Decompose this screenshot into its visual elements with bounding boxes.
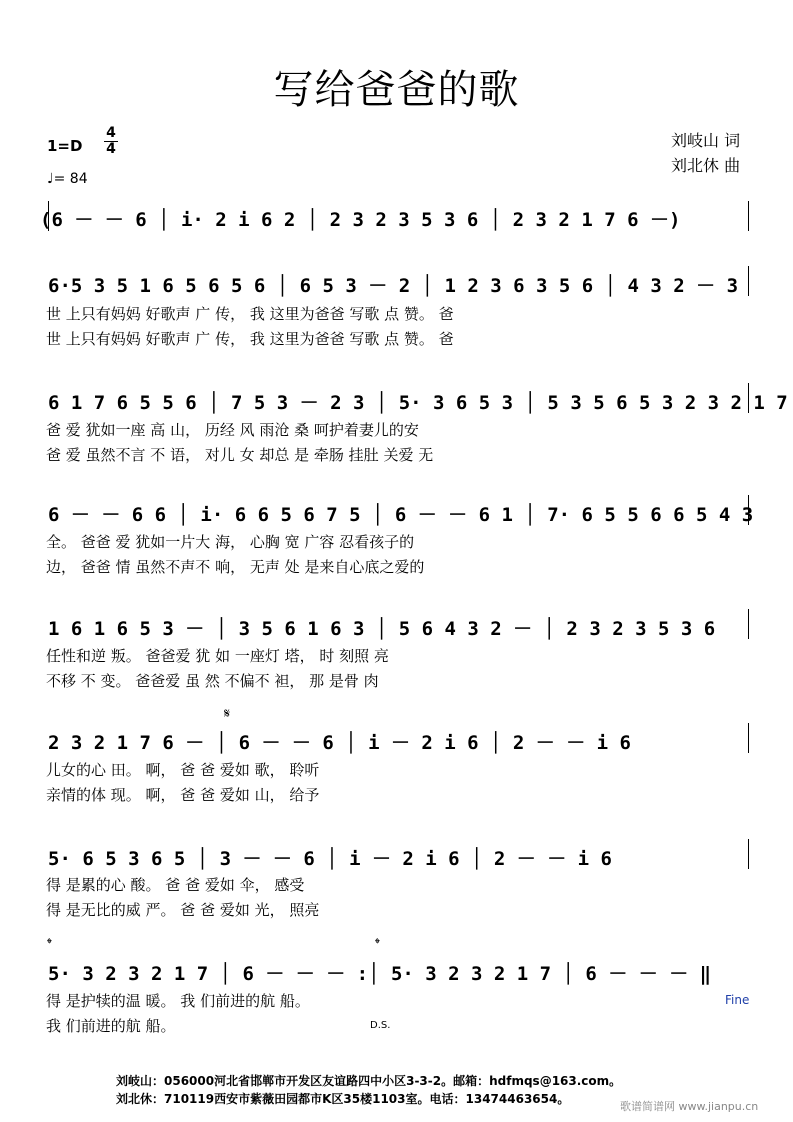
coda-sign: 𝄌 [47,936,52,952]
lyrics-verse-2: 边， 爸爸 情 虽然不声不 响， 无声 处 是来自心底之爱的 [46,558,425,576]
notes-line: 1 6 1 6 5 3 － │ 3 5 6 1 6 3 │ 5 6 4 3 2 － │ 2 3 2 3 5 3 6 [48,618,716,640]
watermark: 歌谱简谱网 www.jianpu.cn [620,1100,759,1113]
lyrics-verse-1: 任性和逆 叛。 爸爸爱 犹 如 一座灯 塔， 时 刻照 亮 [46,647,389,665]
lyrics-verse-1: 得 是护犊的温 暖。 我 们前进的航 船。 [46,992,310,1010]
notes-line: 2 3 2 1 7 6 － │ 6 － － 6 │ i － 2 i 6 │ 2 － － i 6 [48,732,631,754]
lyrics-verse-1: 爸 爱 犹如一座 高 山， 历经 风 雨沧 桑 呵护着妻儿的安 [46,421,419,439]
barline [748,839,749,869]
footer-contact-composer: 刘北休：710119西安市紫薇田园都市K区35楼1103室。电话：13474463654。 [116,1092,570,1106]
footer-contact-lyricist: 刘岐山：056000河北省邯郸市开发区友谊路四中小区3-3-2。邮箱：hdfmqs@163.com。 [116,1074,622,1088]
barline [748,201,749,231]
lyricist: 刘岐山 词 [671,131,741,150]
lyrics-verse-1: 世 上只有妈妈 好歌声 广 传， 我 这里为爸爸 写歌 点 赞。 爸 [46,305,454,323]
lyrics-verse-1: 得 是累的心 酸。 爸 爸 爱如 伞， 感受 [46,876,305,894]
composer: 刘北休 曲 [671,156,741,175]
lyrics-verse-2: 不移 不 变。 爸爸爱 虽 然 不偏不 袒， 那 是骨 肉 [46,672,379,690]
notes-line: 5· 6 5 3 6 5 │ 3 － － 6 │ i － 2 i 6 │ 2 － － i 6 [48,848,612,870]
barline [748,495,749,525]
ds-marking: D.S. [370,1020,391,1031]
notes-line: 5· 3 2 3 2 1 7 │ 6 － － － :│ 5· 3 2 3 2 1 7 │ 6 － － － ‖ [48,963,712,985]
notes-line: 6·5 3 5 1 6 5 6 5 6 │ 6 5 3 － 2 │ 1 2 3 6 3 5 6 │ 4 3 2 － 3 [48,275,739,297]
time-signature-bottom: 4 [104,141,118,157]
lyrics-verse-2: 得 是无比的威 严。 爸 爸 爱如 光， 照亮 [46,901,320,919]
lyrics-verse-2: 亲情的体 现。 啊， 爸 爸 爱如 山， 给予 [46,786,320,804]
lyrics-verse-1: 儿女的心 田。 啊， 爸 爸 爱如 歌， 聆听 [46,761,320,779]
time-signature-top: 4 [106,125,116,141]
coda-sign: 𝄌 [375,936,380,952]
segno-sign: 𝄋 [224,706,231,722]
notes-line: (6 － － 6 │ i· 2 i 6 2 │ 2 3 2 3 5 3 6 │ 2 3 2 1 7 6 －) [40,209,681,231]
credits [671,128,740,178]
barline [748,609,749,639]
lyrics-verse-2: 我 们前进的航 船。 [46,1017,176,1035]
barline [748,723,749,753]
tempo-marking: ♩= 84 [47,171,88,187]
fine-marking: Fine [725,993,750,1007]
barline [748,266,749,296]
barline [748,383,749,413]
barline [48,201,49,231]
lyrics-verse-2: 爸 爱 虽然不言 不 语， 对儿 女 却总 是 牵肠 挂肚 关爱 无 [46,446,434,464]
lyrics-verse-2: 世 上只有妈妈 好歌声 广 传， 我 这里为爸爸 写歌 点 赞。 爸 [46,330,454,348]
time-signature [104,126,118,157]
lyrics-verse-1: 全。 爸爸 爱 犹如一片大 海， 心胸 宽 广容 忍看孩子的 [46,533,415,551]
page-title: 写给爸爸的歌 [273,67,520,113]
notes-line: 6 1 7 6 5 5 6 │ 7 5 3 － 2 3 │ 5· 3 6 5 3 │ 5 3 5 6 5 3 2 3 2 1 7 [48,392,788,414]
key-signature: 1=D [47,137,83,155]
notes-line: 6 － － 6 6 │ i· 6 6 5 6 7 5 │ 6 － － 6 1 │ 7· 6 5 5 6 6 5 4 3 [48,504,754,526]
